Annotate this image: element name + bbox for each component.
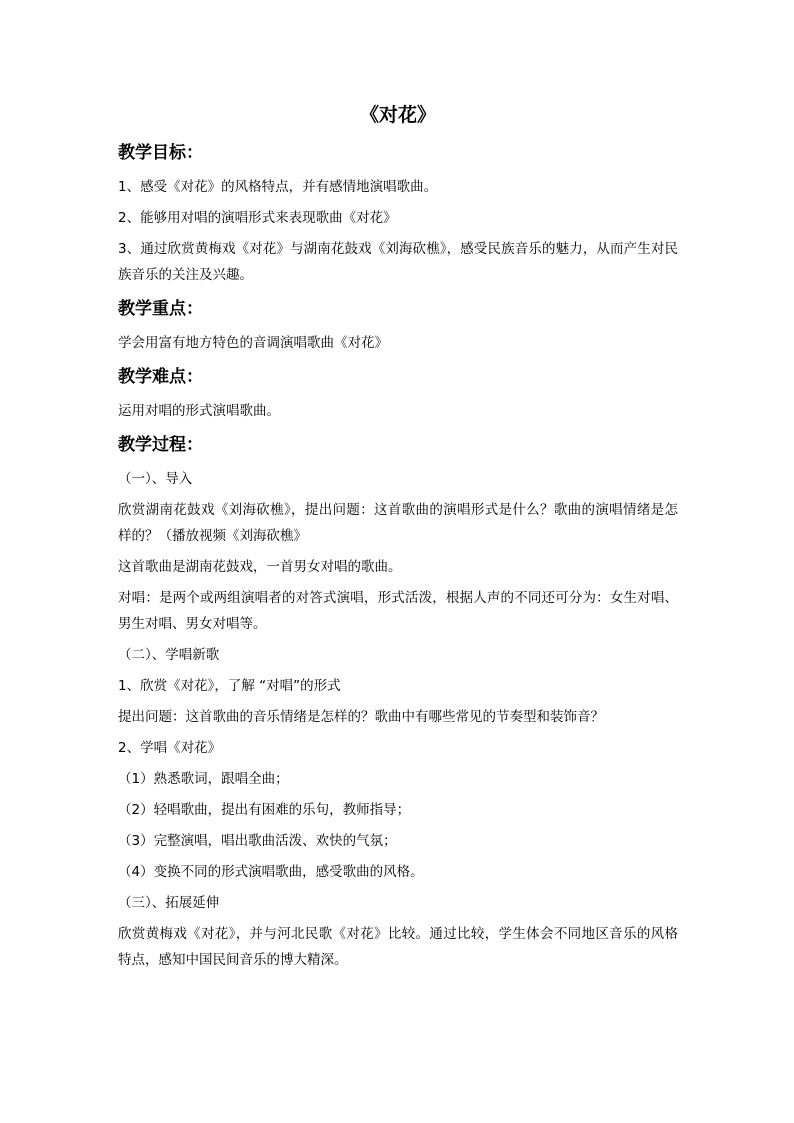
paragraph: （二）、学唱新歌 (118, 647, 220, 663)
section-process (118, 432, 678, 973)
paragraph: （1）熟悉歌词，跟唱全曲； (118, 771, 289, 787)
section-heading: 教学目标： (118, 143, 203, 163)
paragraph: 3、通过欣赏黄梅戏《对花》与湖南花鼓戏《刘海砍樵》，感受民族音乐的魅力，从而产生对民族音乐的关注及兴趣。 (118, 241, 678, 283)
section-objectives (118, 140, 678, 288)
paragraph: 提出问题：这首歌曲的音乐情绪是怎样的？歌曲中有哪些常见的节奏型和装饰音？ (118, 709, 604, 725)
section-heading: 教学过程： (118, 435, 203, 455)
paragraph: （3）完整演唱，唱出歌曲活泼、欢快的气氛； (118, 833, 397, 849)
section-difficulties (118, 364, 678, 424)
document-title: 《对花》 (359, 104, 436, 126)
paragraph: 2、能够用对唱的演唱形式来表现歌曲《对花》 (118, 210, 397, 226)
paragraph: 欣赏黄梅戏《对花》，并与河北民歌《对花》比较。通过比较，学生体会不同地区音乐的风格特点，感知中国民间音乐的博大精深。 (118, 926, 678, 968)
paragraph: 2、学唱《对花》 (118, 740, 222, 756)
paragraph: 对唱：是两个或两组演唱者的对答式演唱，形式活泼，根据人声的不同还可分为：女生对唱、男生对唱、男女对唱等。 (118, 590, 678, 632)
paragraph: 学会用富有地方特色的音调演唱歌曲《对花》 (118, 335, 388, 351)
paragraph: 欣赏湖南花鼓戏《刘海砍樵》，提出问题：这首歌曲的演唱形式是什么？歌曲的演唱情绪是怎样的？（播放视频《刘海砍樵》 (118, 502, 678, 544)
paragraph: （2）轻唱歌曲，提出有困难的乐句，教师指导； (118, 802, 411, 818)
paragraph: （三）、拓展延伸 (118, 895, 220, 911)
section-heading: 教学重点： (118, 299, 203, 319)
paragraph: 这首歌曲是湖南花鼓戏，一首男女对唱的歌曲。 (118, 559, 402, 575)
section-heading: 教学难点： (118, 367, 203, 387)
paragraph: 1、欣赏《对花》，了解 “对唱”的形式 (118, 678, 341, 694)
document-page (118, 100, 678, 978)
section-key-points (118, 296, 678, 356)
paragraph: 运用对唱的形式演唱歌曲。 (118, 403, 280, 419)
paragraph: （4）变换不同的形式演唱歌曲，感受歌曲的风格。 (118, 864, 424, 880)
paragraph: 1、感受《对花》的风格特点，并有感情地演唱歌曲。 (118, 179, 438, 195)
paragraph: （一）、导入 (118, 471, 193, 487)
